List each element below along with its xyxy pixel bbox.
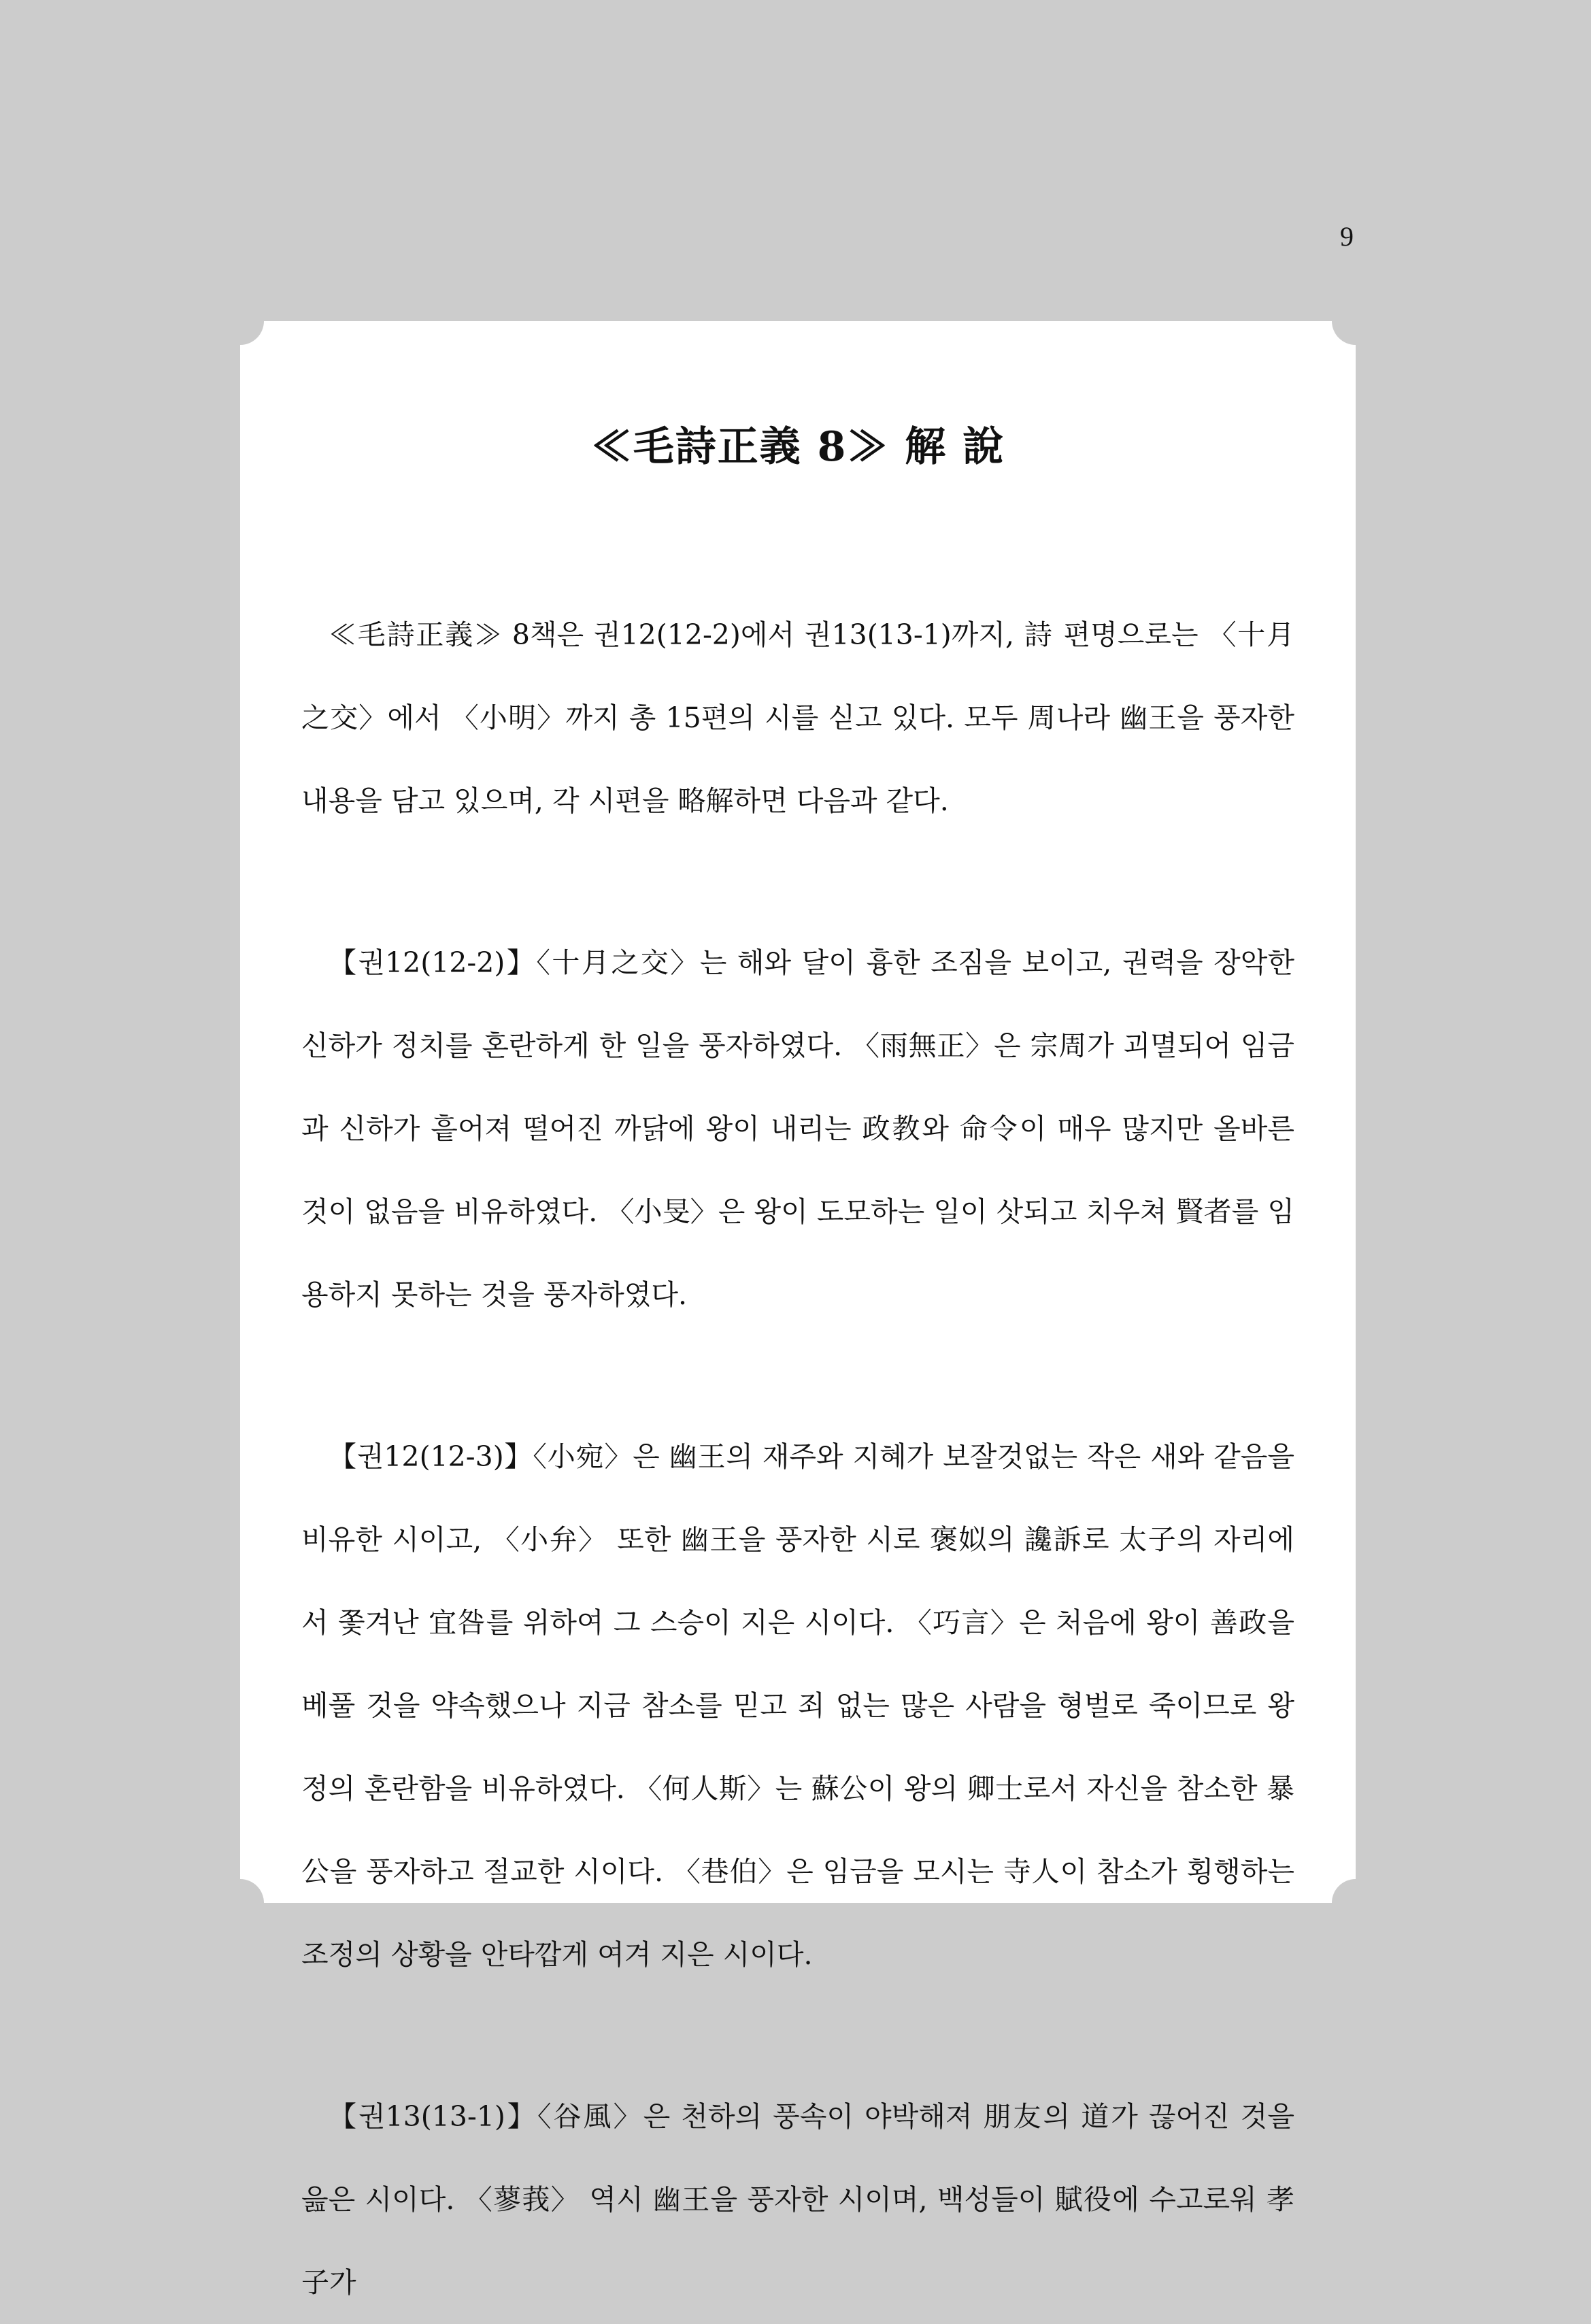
paragraph-vol12-3: 【권12(12-3)】〈小宛〉은 幽王의 재주와 지혜가 보잘것없는 작은 새와 같음을 비유한 시이고, 〈小弁〉 또한 幽王을 풍자한 시로 褒姒의 讒訴로 太子의 자리에서 쫓겨난 宜咎를 위하여 그 스승이 지은 시이다. 〈巧言〉은 처음에 왕이 善政을 베풀 것을 약속했으나 지금 참소를 믿고 죄 없는 많은 사람을 형벌로 죽이므로 왕정의 혼란함을 비유하였다. 〈何人斯〉는 蘇公이 왕의 卿士로서 자신을 참소한 暴公을 풍자하고 절교한 시이다. 〈巷伯〉은 임금을 모시는 寺人이 참소가 횡행하는 조정의 상황을 안타깝게 여겨 지은 시이다.: [301, 1440, 1294, 1971]
paragraph-vol13-1: 【권13(13-1)】〈谷風〉은 천하의 풍속이 야박해져 朋友의 道가 끊어진 것을 읊은 시이다. 〈蓼莪〉 역시 幽王을 풍자한 시이며, 백성들이 賦役에 수고로워 孝子가: [301, 2100, 1294, 2299]
page-card: [240, 321, 1356, 2299]
paragraph-vol12-2: 【권12(12-2)】〈十月之交〉는 해와 달이 흉한 조짐을 보이고, 권력을 장악한 신하가 정치를 혼란하게 한 일을 풍자하였다. 〈雨無正〉은 宗周가 괴멸되어 임금과 신하가 흩어져 떨어진 까닭에 왕이 내리는 政教와 命令이 매우 많지만 올바른 것이 없음을 비유하였다. 〈小旻〉은 왕이 도모하는 일이 삿되고 치우쳐 賢者를 임용하지 못하는 것을 풍자하였다.: [301, 946, 1294, 1311]
paragraph-intro: ≪毛詩正義≫ 8책은 권12(12-2)에서 권13(13-1)까지, 詩 편명으로는 〈十月之交〉에서 〈小明〉까지 총 15편의 시를 싣고 있다. 모두 周나라 幽王을 풍자한 내용을 담고 있으며, 각 시편을 略解하면 다음과 같다.: [301, 618, 1294, 817]
page-number: 9: [1340, 221, 1354, 252]
corner-notch-bottom-right: [1332, 1879, 1379, 1927]
corner-notch-bottom-left: [216, 1879, 264, 1927]
corner-notch-top-left: [216, 297, 264, 345]
corner-notch-top-right: [1332, 297, 1379, 345]
body-text: [301, 593, 1294, 2324]
page-title: ≪毛詩正義 8≫ 解 說: [590, 423, 1005, 471]
